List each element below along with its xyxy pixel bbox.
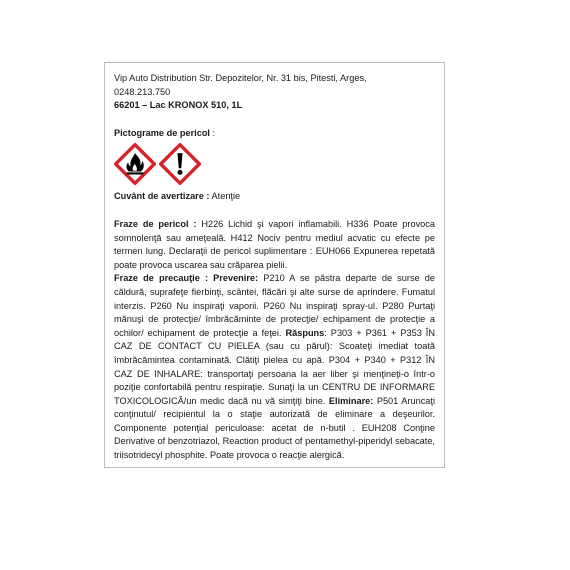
- precaution-disposal-text: P501 Aruncaţi conţinutul/ recipientul la o staţie autorizată de eliminare a deşeurilor. Componente potenţial periculoase: acetat de n-butil . EUH208 Conţine Derivative of benzotriazol, Reaction product of pentamethyl-piperidyl sebacate, triisotridecyl phosphite. Poate provoca o reacţie alergică.: [114, 395, 435, 461]
- safety-label: [104, 62, 445, 468]
- pictograms-heading: [114, 127, 435, 141]
- pictograms-heading-label: Pictograme de pericol: [114, 127, 210, 138]
- signal-word-label: Cuvânt de avertizare :: [114, 191, 210, 202]
- precaution-response-text: : P303 + P361 + P353 ÎN CAZ DE CONTACT CU PIELEA (sau cu părul): Scoateţi imediat toată îmbrăcămintea contaminată. Clătiţi pielea cu apă. P304 + P340 + P312 ÎN CAZ DE INHALARE: transportaţi persoana la aer liber şi menţineţi-o într-o poziţie confortabilă pentru respiraţie. Sunaţi la un CENTRU DE INFORMARE TOXICOLOGICĂ/un medic dacă nu vă simţiţi bine.: [114, 327, 435, 406]
- signal-word-value: Atenţie: [209, 191, 241, 202]
- supplier-phone: 0248.213.750: [114, 86, 171, 97]
- flame-icon: [114, 143, 156, 185]
- pictograms-heading-suffix: :: [210, 127, 216, 138]
- precautionary-statements: [114, 272, 435, 462]
- hazard-statements: [114, 218, 435, 272]
- product-name: 66201 – Lac KRONOX 510, 1L: [114, 100, 243, 111]
- precaution-prevention-label: Fraze de precauţie : Prevenire:: [114, 273, 259, 284]
- precaution-disposal-label: Eliminare:: [325, 395, 374, 406]
- hazard-statements-text: H226 Lichid şi vapori inflamabili. H336 Poate provoca somnolenţă sau ameţeală. H412 Nociv pentru mediul acvatic cu efecte pe termen lung. Declaraţii de pericol suplimentare : EUH066 Expunerea repetată poate provoca uscarea sau crăparea pielii.: [114, 218, 435, 270]
- hazard-statements-label: Fraze de pericol :: [114, 218, 197, 229]
- supplier-address: Vip Auto Distribution Str. Depozitelor, Nr. 31 bis, Pitesti, Arges,: [114, 73, 367, 83]
- precaution-prevention-text: P210 A se păstra departe de surse de căldură, suprafeţe fierbinţi, scântei, flăcări şi alte surse de aprindere. Fumatul interzis. P260 Nu inspiraţi vaporii. P260 Nu inspiraţi spray-ul. P280 Purtaţi mănuşi de protecţie/ îmbrăcăminte de protecţie/ echipament de protecţie a ochilor/ echipament de protecţie a feţei.: [114, 273, 435, 338]
- precaution-response-label: Răspuns: [281, 327, 325, 338]
- signal-word: [114, 190, 435, 204]
- exclamation-icon: [159, 143, 201, 185]
- pictogram-row: [114, 142, 435, 186]
